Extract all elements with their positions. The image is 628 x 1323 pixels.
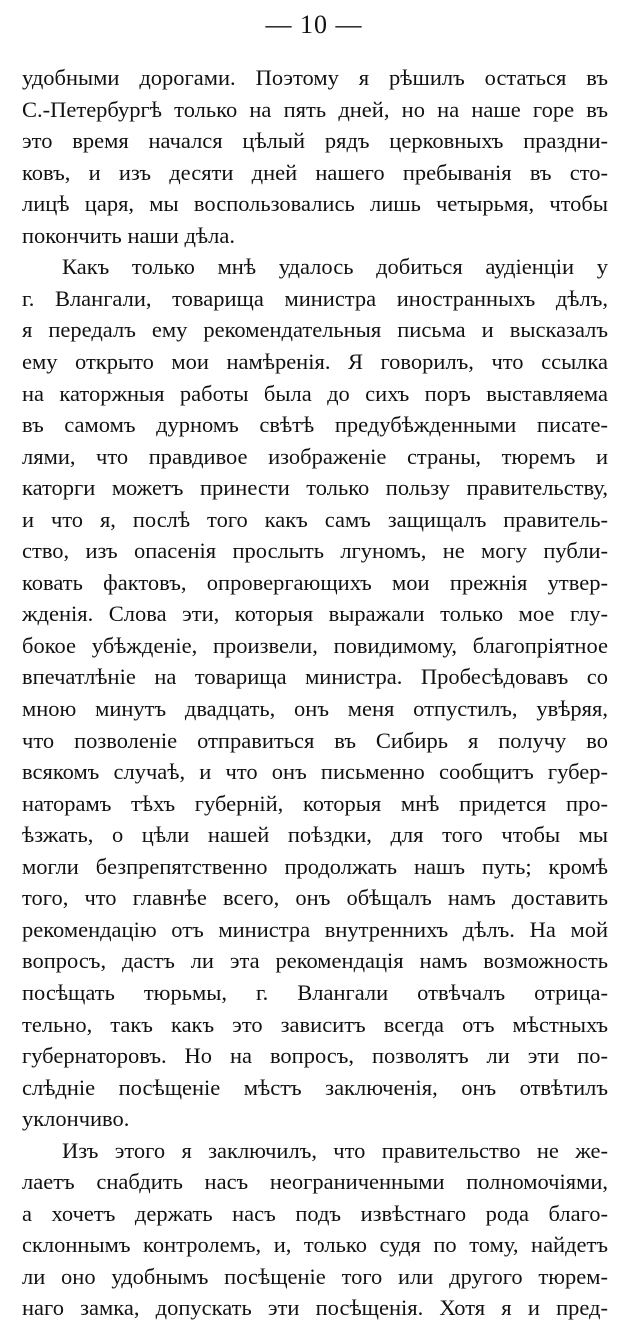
text-line: каторги можетъ принести только пользу правительству, <box>22 475 608 501</box>
text-line: впечатлѣніе на товарища министра. Пробесѣдовавъ со <box>22 664 608 690</box>
text-line: наго замка, допускать эти посѣщенія. Хотя я и пред- <box>22 1295 608 1321</box>
text-line: жденія. Слова эти, которыя выражали только мое глу- <box>22 601 608 627</box>
text-line: всякомъ случаѣ, и что онъ письменно сообщитъ губер- <box>22 759 608 785</box>
text-line: г. Влангали, товарища министра иностранныхъ дѣлъ, <box>22 285 608 311</box>
text-line: вопросъ, дастъ ли эта рекомендація намъ возможность <box>22 948 608 974</box>
text-line: наторамъ тѣхъ губерній, которыя мнѣ придется про- <box>22 790 608 816</box>
text-line: Изъ этого я заключилъ, что правительство не же- <box>62 1137 608 1163</box>
text-line: губернаторовъ. Но на вопросъ, позволятъ ли эти по- <box>22 1043 608 1069</box>
text-line: ѣзжать, о цѣли нашей поѣздки, для того чтобы мы <box>22 822 608 848</box>
text-line: мною минутъ двадцать, онъ меня отпустилъ, увѣряя, <box>22 696 608 721</box>
text-line: могли безпрепятственно продолжать нашъ путь; кромѣ <box>22 853 608 879</box>
text-line: того, что главнѣе всего, онъ обѣщалъ намъ доставить <box>22 885 608 911</box>
text-line: ли оно удобнымъ посѣщеніе того или другого тюрем- <box>22 1263 608 1289</box>
text-line: посѣщать тюрьмы, г. Влангали отвѣчалъ отрица- <box>22 979 608 1005</box>
text-line: бокое убѣжденіе, произвели, повидимому, благопріятное <box>22 632 608 658</box>
text-line: лями, что правдивое изображеніе страны, тюремъ и <box>22 443 608 469</box>
text-line: лицѣ царя, мы воспользовались лишь четырьмя, чтобы <box>22 191 608 217</box>
text-line: что позволеніе отправиться въ Сибирь я получу во <box>22 727 608 753</box>
text-line: С.-Петербургѣ только на пять дней, но на наше горе въ <box>22 96 608 122</box>
text-line: ковать фактовъ, опровергающихъ мои прежнія утвер- <box>22 569 608 595</box>
text-line: а хочетъ держать насъ подъ извѣстнаго рода благо- <box>22 1200 608 1226</box>
text-line: уклончиво. <box>22 1106 130 1132</box>
page-number: — 10 — <box>265 10 363 39</box>
text-line: ковъ, и изъ десяти дней нашего пребыванія въ сто- <box>22 159 608 185</box>
text-line: Какъ только мнѣ удалось добиться аудіенціи у <box>62 254 608 280</box>
text-line: это время начался цѣлый рядъ церковныхъ праздни- <box>22 128 608 154</box>
text-line: въ самомъ дурномъ свѣтѣ предубѣжденными писате- <box>22 412 608 438</box>
text-line: ство, изъ опасенія прослыть лгуномъ, не могу публи- <box>22 538 608 564</box>
text-line: покончить наши дѣла. <box>22 222 235 248</box>
text-line: склоннымъ контролемъ, и, только судя по тому, найдетъ <box>22 1232 608 1258</box>
text-line: слѣдніе посѣщеніе мѣстъ заключенія, онъ отвѣтилъ <box>22 1074 608 1100</box>
text-line: удобными дорогами. Поэтому я рѣшилъ остаться въ <box>22 65 608 90</box>
text-line: ему открыто мои намѣренія. Я говорилъ, что ссылка <box>22 348 608 374</box>
text-line: я передалъ ему рекомендательныя письма и высказалъ <box>22 317 608 343</box>
text-line: и что я, послѣ того какъ самъ защищалъ правитель- <box>22 506 608 532</box>
text-line: на каторжныя работы была до сихъ поръ выставляема <box>22 380 608 406</box>
text-line: тельно, такъ какъ это зависитъ всегда отъ мѣстныхъ <box>22 1011 608 1037</box>
text-line: лаетъ снабдить насъ неограниченными полномочіями, <box>22 1169 608 1195</box>
text-line: рекомендацію отъ министра внутреннихъ дѣлъ. На мой <box>22 916 608 942</box>
